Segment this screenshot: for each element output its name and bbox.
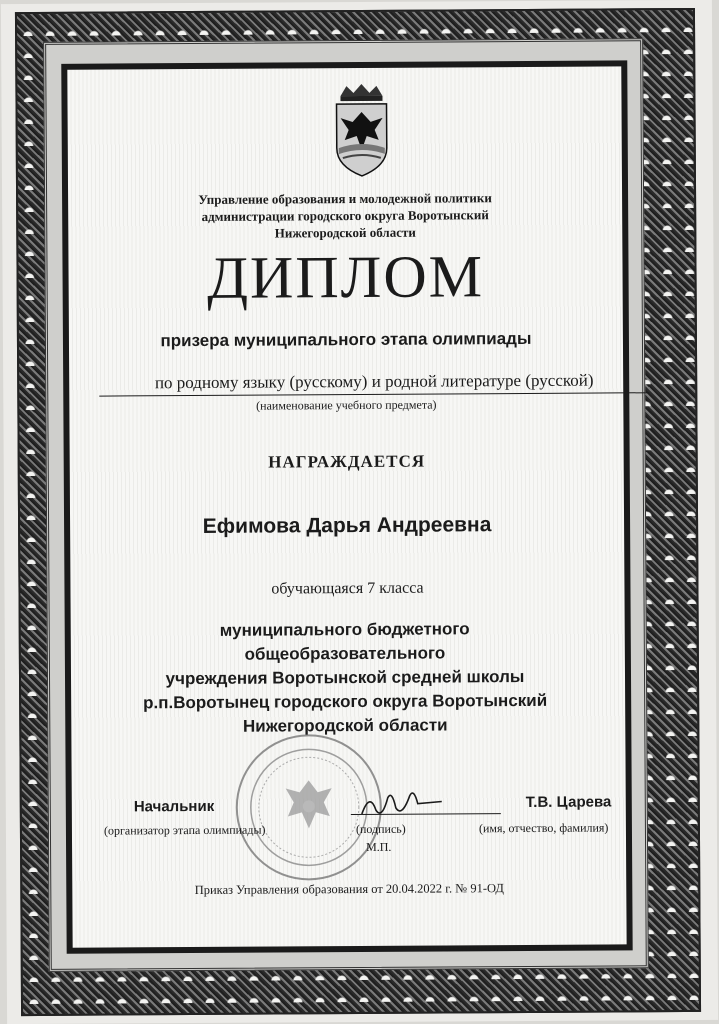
grade-text: обучающаяся 7 класса — [271, 579, 424, 598]
diploma-title: ДИПЛОМ — [206, 243, 485, 311]
organization-line: Управление образования и молодежной политики — [198, 190, 492, 207]
seal-caption: М.П. — [366, 839, 392, 854]
diploma-content — [61, 60, 632, 953]
organization-header — [62, 188, 628, 242]
organization-line: Нижегородской области — [274, 224, 416, 241]
school-name — [125, 617, 566, 740]
position-label: Начальник — [133, 797, 215, 816]
signature-caption: (подпись) — [355, 821, 406, 837]
subject-name: по родному языку (русскому) и родной литературе (русской) — [154, 370, 594, 393]
diploma-sheet — [1, 0, 718, 1024]
school-line: р.п.Воротынец городского округа Воротынский — [143, 690, 548, 713]
school-line: учреждения Воротынской средней школы — [165, 666, 525, 689]
subject-caption: (наименование учебного предмета) — [256, 397, 437, 413]
recipient-name: Ефимова Дарья Андреевна — [202, 513, 492, 538]
awarded-label: НАГРАЖДАЕТСЯ — [268, 451, 426, 472]
school-line: муниципального бюджетного общеобразовательного — [219, 619, 470, 664]
coat-of-arms-icon — [326, 82, 397, 182]
organization-line: администрации городского округа Воротынский — [201, 207, 489, 224]
position-caption: (организатор этапа олимпиады) — [103, 822, 266, 838]
diploma-subtitle: призера муниципального этапа олимпиады — [160, 328, 532, 351]
school-line: Нижегородской области — [242, 715, 448, 736]
handwritten-signature — [356, 783, 446, 824]
order-reference: Приказ Управления образования от 20.04.2022 г. № 91-ОД — [194, 881, 504, 898]
signer-caption: (имя, отчество, фамилия) — [478, 820, 609, 836]
signer-name: Т.В. Царева — [525, 793, 612, 811]
